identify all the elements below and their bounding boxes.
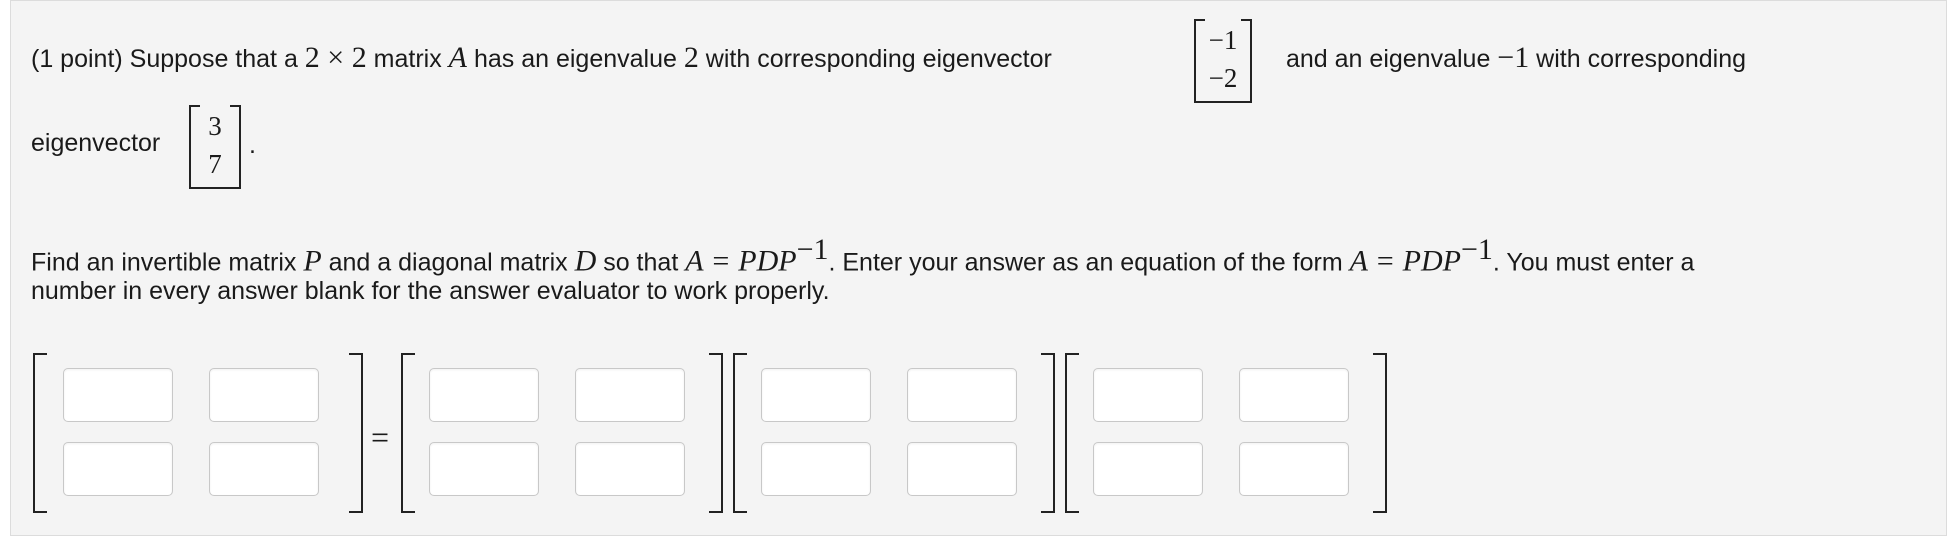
text: with corresponding [1529, 45, 1747, 73]
eigenvector-label: eigenvector [31, 129, 161, 157]
answer-pinv11-input[interactable] [1093, 368, 1203, 422]
matrix-pinv-right-bracket [1371, 353, 1387, 513]
answer-p21-input[interactable] [429, 442, 539, 496]
text: has an eigenvalue [467, 45, 684, 73]
answer-p11-input[interactable] [429, 368, 539, 422]
inverse-exponent: −1 [796, 233, 829, 266]
matrix-d-right-bracket [1039, 353, 1055, 513]
inverse-exponent: −1 [1460, 233, 1493, 266]
eigenvector-2-entry-2: 7 [208, 149, 222, 179]
answer-a22-input[interactable] [209, 442, 319, 496]
problem-line-1b [1286, 41, 1746, 75]
answer-p22-input[interactable] [575, 442, 685, 496]
eigenvector-2 [189, 105, 241, 189]
answer-a21-input[interactable] [63, 442, 173, 496]
text: so that [596, 248, 686, 277]
equation: A = PDP [685, 244, 797, 278]
answer-d21-input[interactable] [761, 442, 871, 496]
text: and an eigenvalue [1286, 45, 1498, 73]
matrix-p-left-bracket [401, 353, 417, 513]
answer-d12-input[interactable] [907, 368, 1017, 422]
matrix-a-right-bracket [347, 353, 363, 513]
problem-line-1 [31, 41, 1052, 75]
eigenvector-1-entry-2: −2 [1208, 63, 1238, 93]
answer-a11-input[interactable] [63, 368, 173, 422]
answer-d22-input[interactable] [907, 442, 1017, 496]
eigenvalue-1: 2 [683, 41, 699, 74]
text: . You must enter a [1492, 248, 1695, 277]
matrix-p: P [303, 244, 322, 278]
answer-a12-input[interactable] [209, 368, 319, 422]
matrix-name: A [448, 41, 467, 74]
eigenvector-1-entry-1: −1 [1208, 25, 1238, 55]
answer-p12-input[interactable] [575, 368, 685, 422]
answer-pinv12-input[interactable] [1239, 368, 1349, 422]
text: Find an invertible matrix [31, 248, 304, 277]
problem-line-3 [31, 235, 1694, 278]
matrix-p-right-bracket [707, 353, 723, 513]
eigenvalue-2: −1 [1497, 41, 1530, 74]
period: . [249, 131, 256, 159]
text: with corresponding eigenvector [698, 45, 1052, 73]
problem-line-2 [31, 129, 160, 158]
eigenvector-1 [1194, 19, 1252, 103]
matrix-pinv-left-bracket [1065, 353, 1081, 513]
text: (1 point) Suppose that a [31, 45, 305, 73]
matrix-d: D [574, 244, 597, 278]
text: matrix [366, 45, 449, 73]
eigenvector-2-entry-1: 3 [208, 111, 222, 141]
matrix-a-left-bracket [33, 353, 49, 513]
answer-pinv21-input[interactable] [1093, 442, 1203, 496]
matrix-d-left-bracket [733, 353, 749, 513]
equals-sign: = [371, 419, 390, 455]
text: . Enter your answer as an equation of the form [828, 248, 1350, 277]
answer-d11-input[interactable] [761, 368, 871, 422]
text: and a diagonal matrix [321, 248, 575, 277]
problem-panel [10, 0, 1947, 536]
matrix-dims: 2 × 2 [304, 41, 367, 74]
answer-pinv22-input[interactable] [1239, 442, 1349, 496]
equation: A = PDP [1349, 244, 1461, 278]
problem-line-4: number in every answer blank for the answer evaluator to work properly. [31, 277, 830, 305]
